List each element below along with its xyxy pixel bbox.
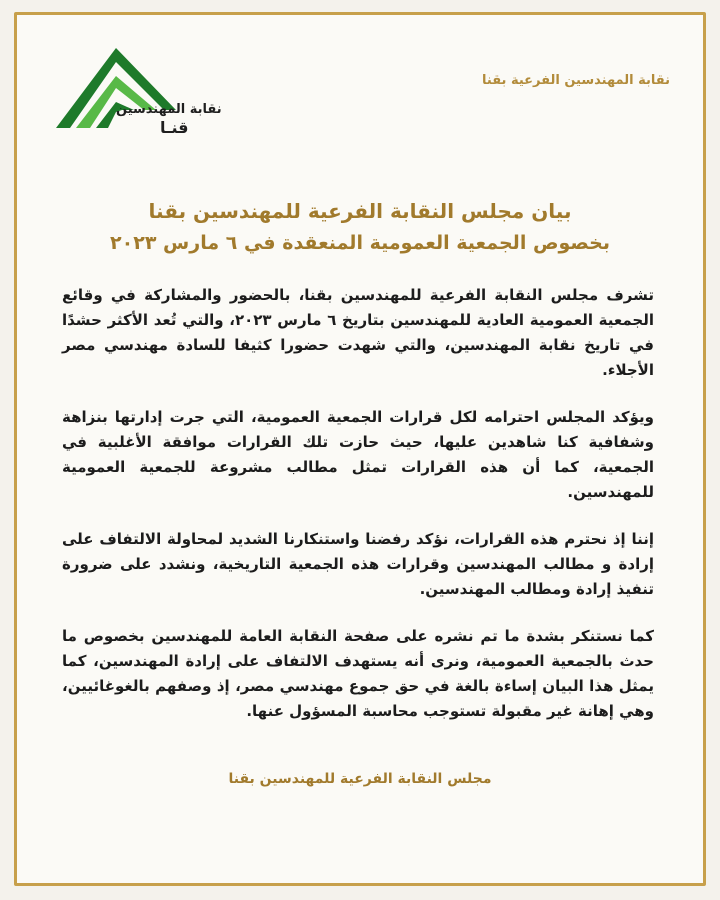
paragraph-4: كما نستنكر بشدة ما تم نشره على صفحة النقابة العامة للمهندسين بخصوص ما حدث بالجمعية العمومية، ونرى أنه يستهدف الالتفاف على إرادة المهندسين، كما يمثل هذا البيان إساءة بالغة في حق جموع مهندسي مصر، إذ وصفهم بالغوغائيين، وهي إهانة غير مقبولة تستوجب محاسبة المسؤول عنها. bbox=[62, 627, 654, 720]
paragraph-1: تشرف مجلس النقابة الفرعية للمهندسين بقنا، بالحضور والمشاركة في وقائع الجمعية العمومية العادية للمهندسين بتاريخ ٦ مارس ٢٠٢٣، والتي تُعد الأكثر حشدًا في تاريخ نقابة المهندسين، والتي شهدت حضورا كثيفا للسادة مهندسي مصر الأجلاء. bbox=[62, 286, 654, 379]
logo-text-line1: نقابة المهندسين bbox=[116, 102, 222, 117]
syndicate-logo bbox=[46, 40, 222, 140]
org-header: نقابة المهندسين الفرعية بقنا bbox=[482, 73, 670, 88]
paragraph-3: إننا إذ نحترم هذه القرارات، نؤكد رفضنا واستنكارنا الشديد لمحاولة الالتفاف على إرادة و مطالب المهندسين وقرارات هذه الجمعية التاريخية، ونشدد على ضرورة تنفيذ إرادة ومطالب المهندسين. bbox=[62, 530, 654, 598]
logo-text-line2: قنـا bbox=[160, 118, 189, 137]
document-body bbox=[62, 283, 654, 746]
paragraph-2: ويؤكد المجلس احترامه لكل قرارات الجمعية العمومية، التي جرت إدارتها بنزاهة وشفافية كنا شاهدين عليها، حيث حازت تلك القرارات موافقة الأغلبية في الجمعية، كما أن هذه القرارات تمثل مطالب مشروعة للجمعية العمومية للمهندسين. bbox=[62, 408, 654, 501]
document-title: بيان مجلس النقابة الفرعية للمهندسين بقنا bbox=[148, 199, 572, 223]
document-subtitle: بخصوص الجمعية العمومية المنعقدة في ٦ مارس ٢٠٢٣ bbox=[110, 232, 610, 254]
signature: مجلس النقابة الفرعية للمهندسين بقنا bbox=[228, 771, 492, 787]
